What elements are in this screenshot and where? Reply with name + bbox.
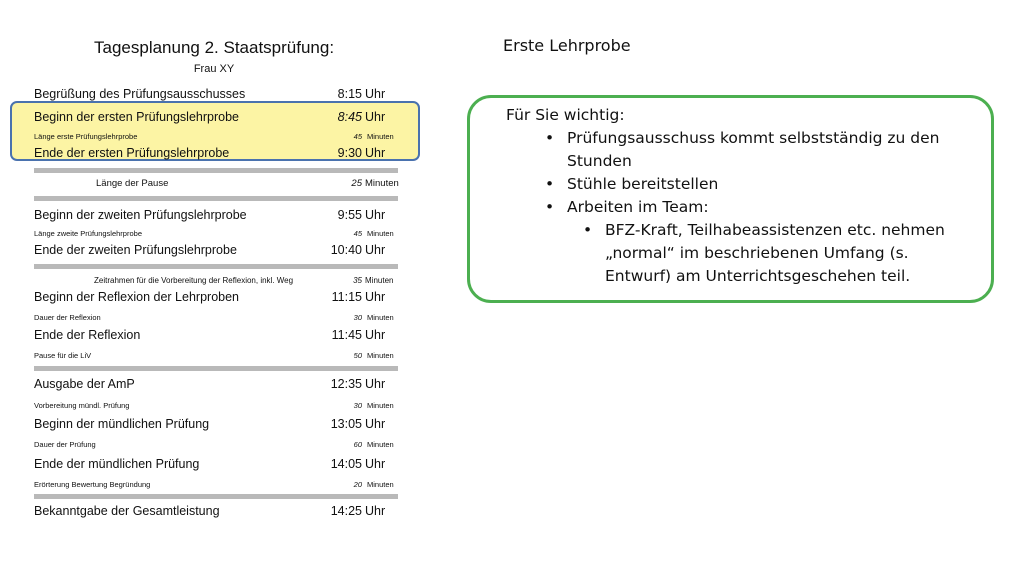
row-label: Beginn der ersten Prüfungslehrprobe bbox=[34, 110, 239, 124]
schedule-row-ende-erste bbox=[34, 146, 388, 164]
slide-caption: Erste Lehrprobe bbox=[503, 36, 631, 55]
row-time: 8:15 bbox=[337, 87, 362, 101]
separator-bar bbox=[34, 196, 398, 201]
row-time: 20 bbox=[353, 480, 362, 489]
row-label: Ende der Reflexion bbox=[34, 328, 141, 342]
row-time: 30 bbox=[353, 313, 362, 322]
schedule-row-ende-muendlich bbox=[34, 457, 388, 475]
important-notes-box bbox=[467, 95, 994, 303]
bullet-icon: • bbox=[545, 129, 555, 147]
row-unit: Uhr bbox=[365, 243, 386, 257]
schedule-row-begruessung bbox=[34, 87, 388, 105]
row-unit: Uhr bbox=[365, 328, 386, 342]
row-label: Erörterung Bewertung Begründung bbox=[34, 480, 151, 489]
row-unit: Minuten bbox=[367, 401, 394, 410]
note-item bbox=[545, 127, 967, 173]
row-label: Beginn der zweiten Prüfungslehrprobe bbox=[34, 208, 247, 222]
schedule-document bbox=[28, 30, 400, 560]
row-label: Länge der Pause bbox=[96, 178, 169, 189]
row-time: 13:05 bbox=[330, 417, 362, 431]
schedule-row-beginn-zweite bbox=[34, 208, 388, 226]
row-label: Bekanntgabe der Gesamtleistung bbox=[34, 504, 220, 518]
row-label: Ende der zweiten Prüfungslehrprobe bbox=[34, 243, 237, 257]
bullet-icon: • bbox=[545, 175, 555, 193]
note-text: BFZ-Kraft, Teilhabeassistenzen etc. nehmen „normal“ im beschriebenen Umfang (s. Entwurf) am Unterrichtsgeschehen teil. bbox=[605, 221, 945, 285]
note-subitem bbox=[583, 219, 975, 288]
separator-bar bbox=[34, 366, 398, 371]
row-unit: Minuten bbox=[367, 132, 394, 141]
schedule-row-ausgabe-amp bbox=[34, 377, 388, 395]
row-label: Begrüßung des Prüfungsausschusses bbox=[34, 87, 246, 101]
row-label: Ausgabe der AmP bbox=[34, 377, 135, 391]
document-subtitle: Frau XY bbox=[193, 63, 235, 75]
row-label: Länge erste Prüfungslehrprobe bbox=[34, 132, 138, 141]
row-unit: Uhr bbox=[365, 504, 386, 518]
row-time: 10:40 bbox=[330, 243, 362, 257]
row-time: 11:45 bbox=[331, 328, 362, 342]
schedule-row-pause bbox=[34, 178, 399, 196]
separator-bar bbox=[34, 168, 398, 173]
row-label: Länge zweite Prüfungslehrprobe bbox=[34, 229, 142, 238]
separator-bar bbox=[34, 494, 398, 499]
document-title: Tagesplanung 2. Staatsprüfung: bbox=[94, 38, 335, 57]
row-time: 14:05 bbox=[330, 457, 362, 471]
row-time: 30 bbox=[353, 401, 362, 410]
note-text: Stühle bereitstellen bbox=[567, 175, 719, 193]
row-time: 50 bbox=[353, 351, 362, 360]
note-text: Prüfungsausschuss kommt selbstständig zu den Stunden bbox=[567, 129, 940, 170]
row-time: 45 bbox=[353, 132, 362, 141]
row-label: Ende der mündlichen Prüfung bbox=[34, 457, 200, 471]
note-item bbox=[545, 173, 967, 196]
row-label: Dauer der Prüfung bbox=[34, 440, 96, 449]
row-unit: Minuten bbox=[367, 229, 394, 238]
row-label: Vorbereitung mündl. Prüfung bbox=[34, 401, 130, 410]
row-label: Zeitrahmen für die Vorbereitung der Reflexion, inkl. Weg bbox=[94, 276, 294, 285]
row-unit: Minuten bbox=[367, 440, 394, 449]
schedule-row-beginn-muendlich bbox=[34, 417, 388, 435]
schedule-row-beginn-erste bbox=[34, 110, 388, 128]
row-label: Beginn der Reflexion der Lehrproben bbox=[34, 290, 239, 304]
row-time: 9:55 bbox=[337, 208, 362, 222]
row-unit: Uhr bbox=[365, 146, 386, 160]
row-unit: Minuten bbox=[367, 351, 394, 360]
row-time: 8:45 bbox=[337, 110, 362, 124]
row-unit: Minuten bbox=[367, 313, 394, 322]
row-label: Beginn der mündlichen Prüfung bbox=[34, 417, 210, 431]
bullet-icon: • bbox=[583, 221, 593, 239]
schedule-row-ende-zweite bbox=[34, 243, 388, 261]
row-unit: Minuten bbox=[365, 178, 399, 189]
row-unit: Uhr bbox=[365, 290, 386, 304]
note-text: Arbeiten im Team: bbox=[567, 198, 709, 216]
note-item bbox=[545, 196, 967, 219]
notes-heading: Für Sie wichtig: bbox=[506, 106, 625, 124]
schedule-row-ende-reflexion bbox=[34, 328, 388, 346]
row-unit: Uhr bbox=[365, 110, 386, 124]
row-unit: Uhr bbox=[365, 87, 386, 101]
row-unit: Uhr bbox=[365, 208, 386, 222]
row-unit: Minuten bbox=[367, 480, 394, 489]
row-time: 11:15 bbox=[331, 290, 362, 304]
row-time: 60 bbox=[353, 440, 362, 449]
separator-bar bbox=[34, 264, 398, 269]
row-label: Ende der ersten Prüfungslehrprobe bbox=[34, 146, 230, 160]
row-label: Dauer der Reflexion bbox=[34, 313, 101, 322]
row-time: 35 bbox=[353, 276, 362, 285]
row-unit: Uhr bbox=[365, 457, 386, 471]
row-label: Pause für die LiV bbox=[34, 351, 92, 360]
row-time: 9:30 bbox=[337, 146, 362, 160]
row-unit: Uhr bbox=[365, 417, 386, 431]
row-unit: Minuten bbox=[365, 276, 394, 285]
bullet-icon: • bbox=[545, 198, 555, 216]
schedule-row-dauer-pruefung bbox=[34, 440, 394, 458]
schedule-row-bekanntgabe bbox=[34, 504, 388, 522]
row-time: 45 bbox=[353, 229, 362, 238]
row-time: 25 bbox=[351, 178, 362, 189]
row-time: 14:25 bbox=[330, 504, 362, 518]
schedule-row-beginn-reflexion bbox=[34, 290, 388, 308]
row-time: 12:35 bbox=[330, 377, 362, 391]
row-unit: Uhr bbox=[365, 377, 386, 391]
